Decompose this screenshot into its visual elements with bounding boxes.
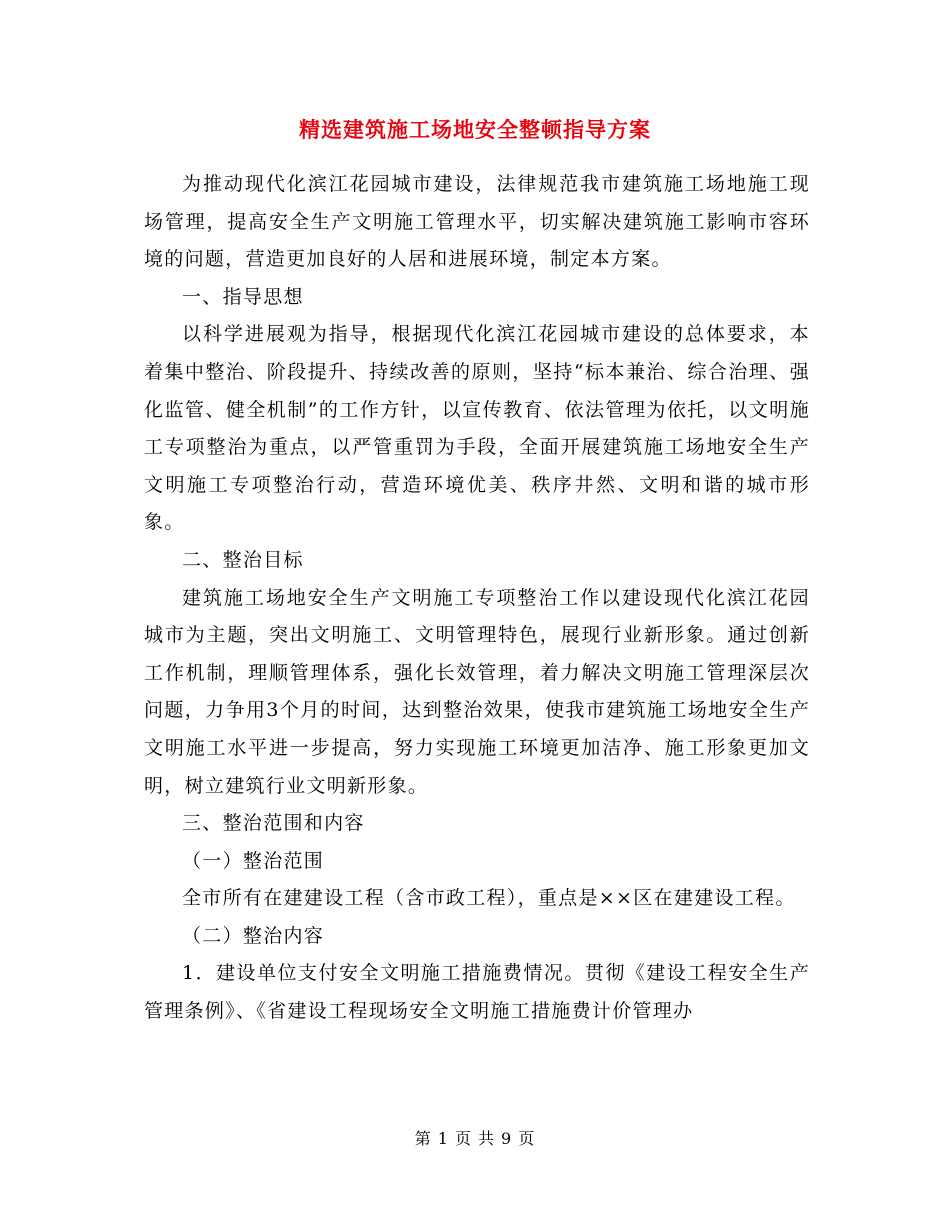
footer-suffix: 页 <box>518 1129 536 1148</box>
footer-prefix: 第 <box>414 1129 432 1148</box>
intro-paragraph: 为推动现代化滨江花园城市建设，法律规范我市建筑施工场地施工现场管理，提高安全生产文明施工管理水平，切实解决建筑施工影响市容环境的问题，营造更加良好的人居和进展环境，制定本方案。 <box>144 173 810 271</box>
page-footer <box>0 1126 950 1149</box>
scope-paragraph: 全市所有在建建设工程（含市政工程），重点是××区在建建设工程。 <box>182 887 796 910</box>
document-body <box>144 166 810 1031</box>
content-item-1-paragraph: 1．建设单位支付安全文明施工措施费情况。贯彻《建设工程安全生产管理条例》、《省建设工程现场安全文明施工措施费计价管理办 <box>144 962 810 1023</box>
subheading-scope: （一）整治范围 <box>182 849 325 872</box>
guiding-ideology-paragraph: 以科学进展观为指导，根据现代化滨江花园城市建设的总体要求，本着集中整治、阶段提升、持续改善的原则，坚持“标本兼治、综合治理、强化监管、健全机制”的工作方针，以宣传教育、依法管理为依托，以文明施工专项整治为重点，以严管重罚为手段，全面开展建筑施工场地安全生产文明施工专项整治行动，营造环境优美、秩序井然、文明和谐的城市形象。 <box>144 323 810 534</box>
section-heading-scope-content: 三、整治范围和内容 <box>182 812 365 835</box>
document-title: 精选建筑施工场地安全整顿指导方案 <box>299 117 651 142</box>
footer-total-pages: 9 <box>501 1129 513 1148</box>
footer-middle: 页 共 <box>454 1129 496 1148</box>
goals-paragraph: 建筑施工场地安全生产文明施工专项整治工作以建设现代化滨江花园城市为主题，突出文明施工、文明管理特色，展现行业新形象。通过创新工作机制，理顺管理体系，强化长效管理，着力解决文明施工管理深层次问题，力争用3个月的时间，达到整治效果，使我市建筑施工场地安全生产文明施工水平进一步提高，努力实现施工环境更加洁净、施工形象更加文明，树立建筑行业文明新形象。 <box>144 586 810 797</box>
section-heading-guiding-ideology: 一、指导思想 <box>182 285 304 308</box>
section-heading-goals: 二、整治目标 <box>182 548 304 571</box>
footer-page-number: 1 <box>437 1129 449 1148</box>
subheading-content: （二）整治内容 <box>182 924 325 947</box>
